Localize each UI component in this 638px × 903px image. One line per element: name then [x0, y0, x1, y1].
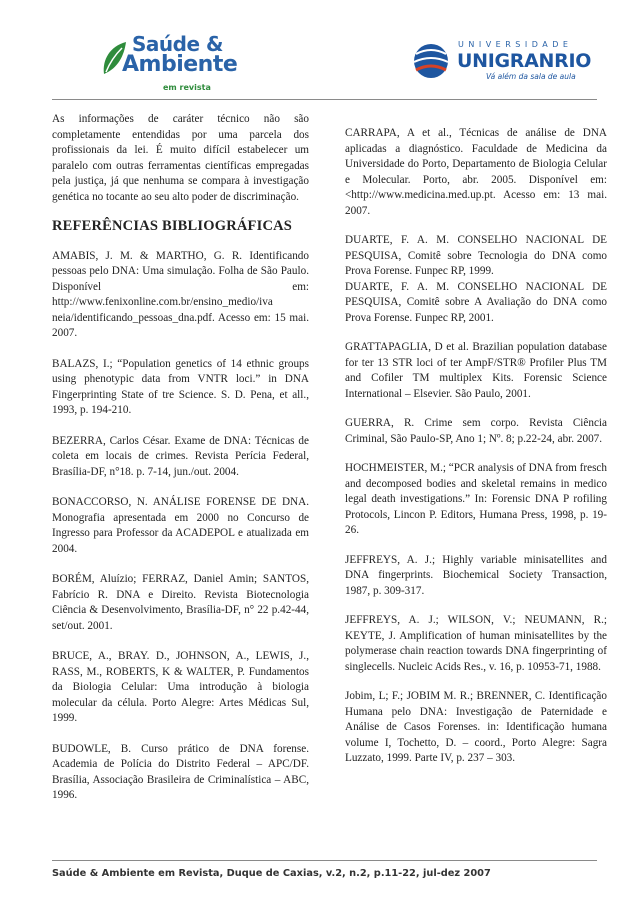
logo-university-name: UNIGRANRIO — [457, 50, 592, 72]
logo-line-2: Ambiente — [122, 52, 238, 77]
reference-item: HOCHMEISTER, M.; “PCR analysis of DNA from fresch and decomposed bodies and skeletal remains in medico legal death investigations.” In: Forensic DNA P rofiling Protocols, Lincon P. Editors, Humana Press, 1998, p. 19-26. — [345, 462, 607, 536]
reference-item: CARRAPA, A et al., Técnicas de análise de DNA aplicadas a diagnóstico. Faculdade de Medicina da Universidade do Porto, Departamento de Biologia Celular e Molecular. Porto, abr. 2005. Disponível em: <http://www.medicina.med.up.pt. Acesso em: 13 mai. 2007. — [345, 127, 607, 217]
logo-line-1: Saúde & — [132, 32, 223, 56]
reference-item: BUDOWLE, B. Curso prático de DNA forense. Academia de Polícia do Distrito Federal – APC/DF. Brasília, Associação Brasileira de Criminalística – ABC, 1996. — [52, 742, 309, 801]
reference-item: BONACCORSO, N. ANÁLISE FORENSE DE DNA. Monografia apresentada em 2000 no Concurso de Ingresso para Professor da ACADEPOL e atualizada em 2004. — [52, 496, 309, 555]
saude-ambiente-logo — [100, 30, 238, 100]
reference-item: GRATTAPAGLIA, D et al. Brazilian population database for ter 13 STR loci of ter AmpF/STR® Profiler Plus TM and Cofiler TM multiplex Kits. Forensic Science International – Elsevier. São Paulo, 2001. — [345, 341, 607, 400]
reference-item: Jobim, L; F.; JOBIM M. R.; BRENNER, C. Identificação Humana pelo DNA: Investigação de Paternidade e Análise de Casos Forenses. in: Identificação humana volume I, Tochetto, D. – coord., Porto Alegre: Sagra Luzzato, 1999. Parte IV, p. 237 – 303. — [345, 690, 607, 764]
page-footer: Saúde & Ambiente em Revista, Duque de Caxias, v.2, n.2, p.11-22, jul-dez 2007 — [52, 868, 491, 879]
header-divider — [52, 99, 597, 100]
reference-item: BRUCE, A., BRAY. D., JOHNSON, A., LEWIS, J., RASS, M., ROBERTS, K & WALTER, P. Fundamentos da Biologia Celular: Uma introdução à biologia molecular da célula. Porto Alegre: Artes Médicas Sul, 1999. — [52, 650, 309, 724]
footer-divider — [52, 860, 597, 861]
reference-item: DUARTE, F. A. M. CONSELHO NACIONAL DE PESQUISA, Comitê sobre A Avaliação do DNA como Prova Forense. Funpec RP, 2001. — [345, 280, 607, 324]
logo-tagline: Vá além da sala de aula — [486, 72, 576, 81]
unigranrio-logo — [410, 38, 590, 83]
reference-item: BALAZS, I.; “Population genetics of 14 ethnic groups using phenotypic data from VNTR loci.” in DNA Fingerprinting State of tre Science. S. D. Pena, et all., 1993, p. 194-210. — [52, 357, 309, 416]
logo-university-label: UNIVERSIDADE — [458, 40, 573, 49]
reference-item: JEFFREYS, A. J.; WILSON, V.; NEUMANN, R.; KEYTE, J. Amplification of human minisatellites by the polymerase chain reaction towards DNA fingerprinting of singlecells. Nucleic Acids Res., v. 16, p. 10953-71, 1988. — [345, 614, 607, 673]
reference-item: JEFFREYS, A. J.; Highly variable minisatellites and DNA fingerprints. Biochemical Society Transaction, 1987, p. 309-317. — [345, 553, 607, 597]
left-column — [52, 112, 309, 819]
reference-item: GUERRA, R. Crime sem corpo. Revista Ciência Criminal, São Paulo-SP, Ano 1; Nº. 8; p.22-24, abr. 2007. — [345, 417, 607, 445]
references-heading: REFERÊNCIAS BIBLIOGRÁFICAS — [52, 218, 293, 234]
globe-icon — [410, 42, 452, 80]
right-column — [345, 126, 607, 781]
page-header — [0, 0, 638, 100]
reference-item: BORÉM, Aluízio; FERRAZ, Daniel Amin; SANTOS, Fabrício R. DNA e Direito. Revista Biotecnologia Ciência & Desenvolvimento, Brasília-DF, n° 22 p.42-44, set/out. 2001. — [52, 573, 309, 632]
reference-item: DUARTE, F. A. M. CONSELHO NACIONAL DE PESQUISA, Comitê sobre Tecnologia do DNA como Prova Forense. Funpec RP, 1999. — [345, 234, 607, 277]
logo-line-3: em revista — [163, 83, 211, 92]
reference-item: BEZERRA, Carlos César. Exame de DNA: Técnicas de coleta em locais de crimes. Revista Perícia Federal, Brasília-DF, n°18. p. 7-14, jun./out. 2004. — [52, 434, 309, 478]
intro-paragraph: As informações de caráter técnico não são completamente entendidas por uma parcela dos profissionais da lei. É muito difícil estabelecer um paralelo com outras ferramentas científicas empregadas pela justiça, já que nenhuma se compara à investigação genética no tocante ao seu alto poder de discriminação. — [52, 113, 309, 203]
reference-item: AMABIS, J. M. & MARTHO, G. R. Identificando pessoas pelo DNA: Uma simulação. Folha de São Paulo. Disponível em: http://www.fenixonline.com.br/ensino_medio/iva neia/identificando_pessoas_dna.pdf. Acesso em: 15 mai. 2007. — [52, 249, 309, 339]
